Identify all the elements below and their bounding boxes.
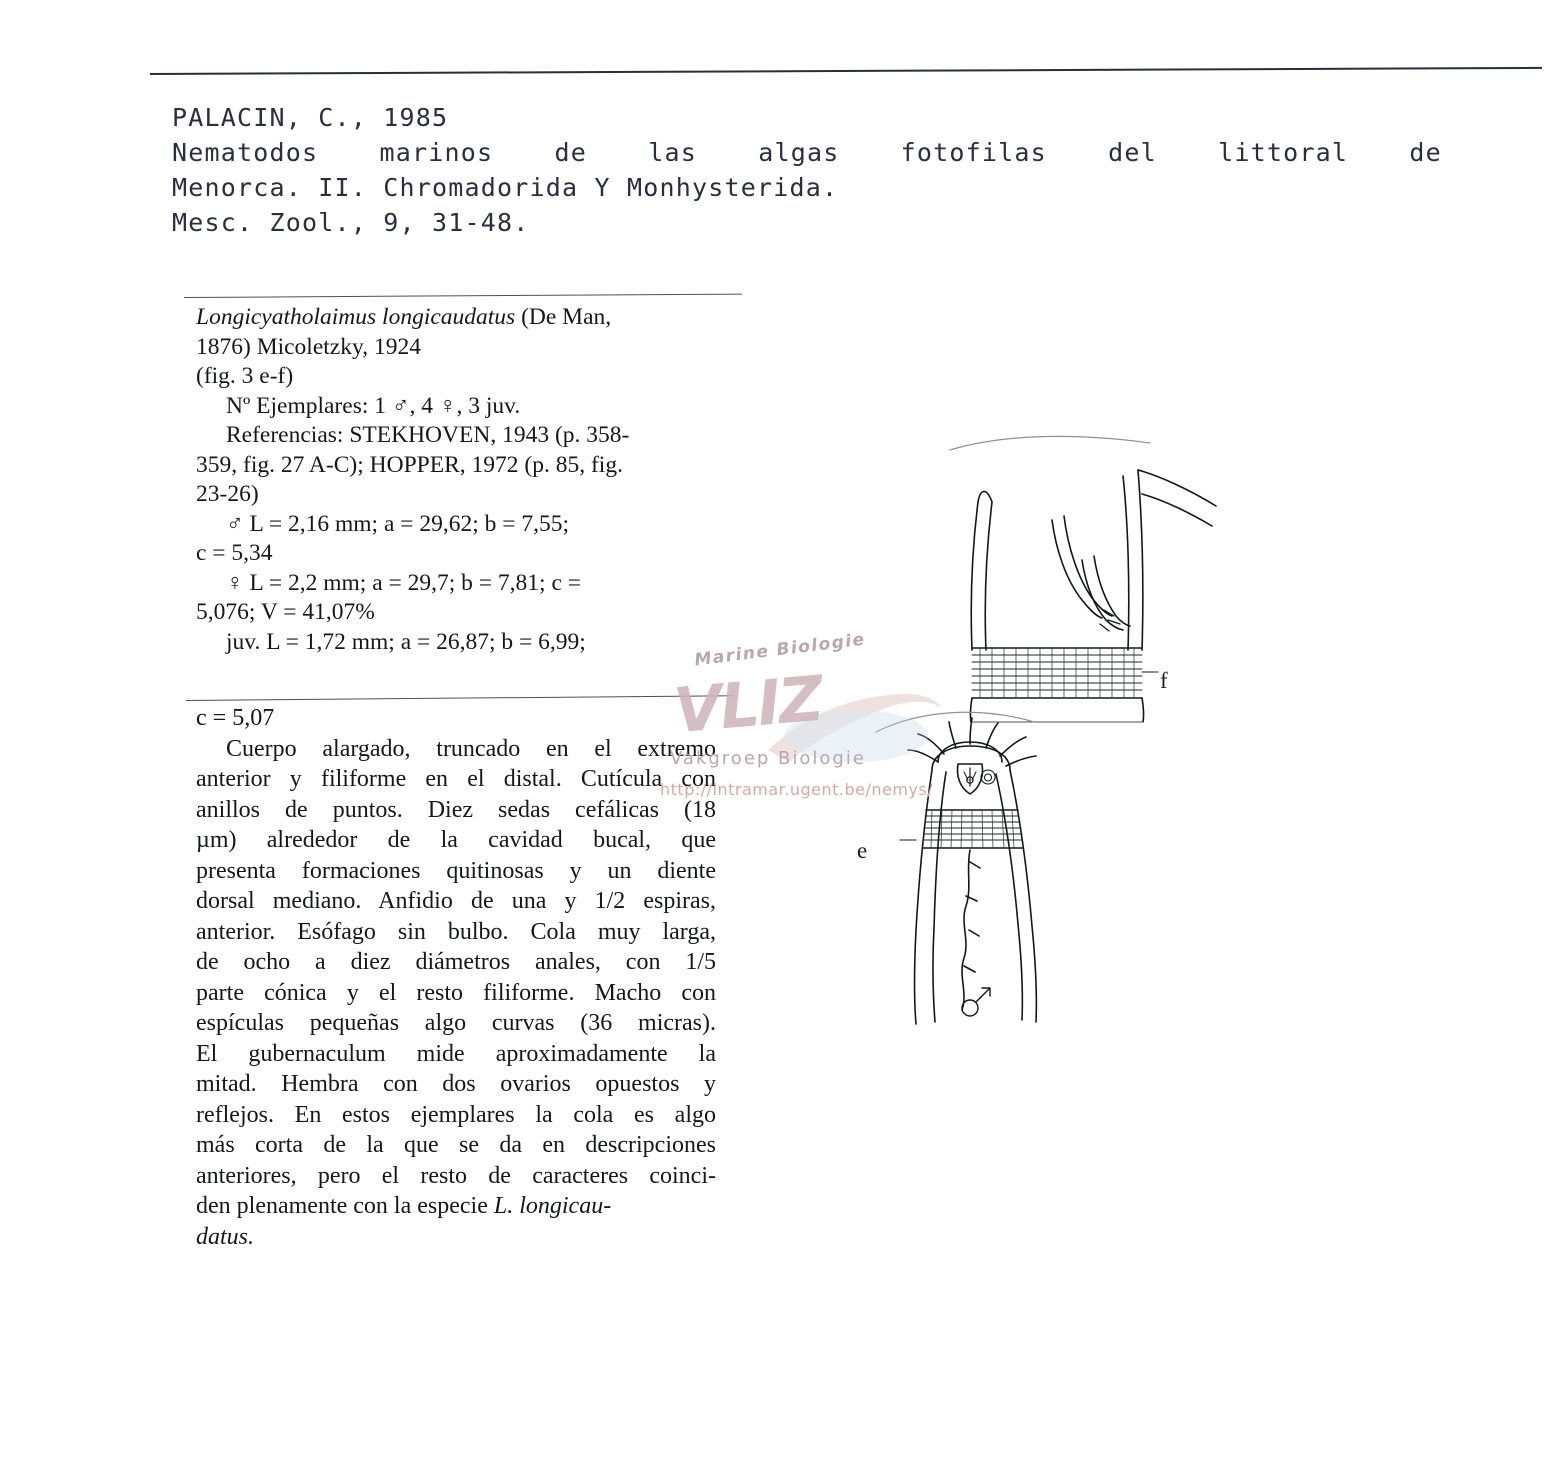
- references-line2a: 359, fig. 27 A-C);: [196, 451, 370, 478]
- citation-word: de: [1409, 138, 1442, 167]
- references-line3: 23-26): [196, 481, 259, 507]
- figure-label-e: e: [857, 838, 868, 863]
- watermark-marine-biology-text: Marine Biologie: [693, 629, 867, 671]
- figure-svg: [820, 410, 1380, 1050]
- description-line: parte cónica y el resto filiforme. Macho con: [196, 979, 716, 1006]
- description-line: El gubernaculum mide aproximadamente la: [196, 1040, 716, 1067]
- description-line: reflejos. En estos ejemplares la cola es algo: [196, 1101, 716, 1128]
- description-line: anteriores, pero el resto de caracteres coinci-: [196, 1162, 716, 1189]
- citation-word: algas: [758, 138, 840, 167]
- species-authority: (De Man,: [515, 304, 612, 330]
- description-line: anillos de puntos. Diez sedas cefálicas (18: [196, 796, 716, 823]
- juvenile-measurements-line2: c = 5,07: [196, 705, 275, 731]
- references-mid: , 1943 (p. 358-: [490, 422, 630, 448]
- description-last-line: [196, 1191, 716, 1222]
- specimens-label: Nº Ejemplares:: [226, 392, 369, 419]
- citation-title-line1: [172, 135, 1442, 170]
- watermark-url: http://intramar.ugent.be/nemys/: [660, 780, 934, 799]
- citation-source: Mesc. Zool., 9, 31-48.: [172, 208, 530, 237]
- description-line: anterior. Esófago sin bulbo. Cola muy larga,: [196, 918, 716, 945]
- citation-word: marinos: [379, 138, 494, 167]
- watermark-vakgroep-text: Vakgroep Biologie: [670, 748, 866, 769]
- references-line1: [196, 421, 716, 451]
- description-last-prefix: den plenamente con la especie: [196, 1193, 494, 1219]
- species-binomial: Longicyatholaimus longicaudatus: [196, 304, 516, 330]
- description-line: presenta formaciones quitinosas y un diente: [196, 857, 716, 884]
- figure-reference: (fig. 3 e-f): [196, 363, 294, 389]
- divider-middle: [186, 695, 734, 701]
- citation-word: Nematodos: [172, 138, 319, 167]
- figure-nematode-drawings: [820, 410, 1380, 1050]
- description-line: más corta de la que se da en descripciones: [196, 1132, 716, 1158]
- citation-word: las: [648, 138, 697, 167]
- scan-edge-line: [150, 67, 1542, 75]
- figure-label-f: f: [1160, 668, 1168, 693]
- juvenile-measurements-line1: juv. L = 1,72 mm; a = 26,87; b = 6,99;: [226, 628, 586, 655]
- species-shortname-cont: datus.: [196, 1223, 255, 1250]
- citation-title-line2: Menorca. II. Chromadorida Y Monhysterida.: [172, 173, 839, 202]
- references-line2b: , 1972 (p. 85, fig.: [459, 451, 623, 478]
- references-label: Referencias:: [226, 422, 350, 448]
- male-measurements-line2: c = 5,34: [196, 540, 273, 566]
- citation-word: littoral: [1218, 138, 1349, 167]
- species-entry-block: [196, 303, 716, 657]
- description-line: Cuerpo alargado, truncado en el extremo: [226, 735, 716, 762]
- citation-author-year: PALACIN, C., 1985: [172, 103, 449, 132]
- reference-author-stekhoven: STEKHOVEN: [349, 422, 491, 448]
- description-block: [196, 703, 716, 1252]
- divider-top: [184, 294, 742, 298]
- description-line: mitad. Hembra con dos ovarios opuestos y: [196, 1071, 716, 1097]
- species-name-line: [196, 303, 716, 333]
- specimens-line: [196, 392, 716, 422]
- citation-word: fotofilas: [900, 138, 1047, 167]
- references-line2: [196, 451, 716, 481]
- female-measurements-line2: 5,076; V = 41,07%: [196, 599, 375, 625]
- watermark-vliz-logo: VLIZ: [671, 661, 825, 748]
- citation-header: [172, 100, 1462, 240]
- species-shortname: L. longicau-: [493, 1193, 612, 1219]
- citation-word: del: [1108, 138, 1157, 167]
- description-line: anterior y filiforme en el distal. Cutícula con: [196, 766, 716, 792]
- female-measurements-line1: ♀ L = 2,2 mm; a = 29,7; b = 7,81; c =: [226, 569, 582, 596]
- citation-word: de: [554, 138, 587, 167]
- male-measurements-line1: ♂ L = 2,16 mm; a = 29,62; b = 7,55;: [226, 510, 570, 537]
- species-name-line2: 1876) Micoletzky, 1924: [196, 333, 421, 360]
- description-line: µm) alrededor de la cavidad bucal, que: [196, 827, 716, 853]
- description-line: dorsal mediano. Anfidio de una y 1/2 espiras,: [196, 888, 716, 914]
- specimens-value: 1 ♂, 4 ♀, 3 juv.: [368, 392, 521, 419]
- description-line: de ocho a diez diámetros anales, con 1/5: [196, 949, 716, 975]
- description-line: espículas pequeñas algo curvas (36 micras).: [196, 1010, 716, 1036]
- reference-author-hopper: HOPPER: [369, 451, 460, 478]
